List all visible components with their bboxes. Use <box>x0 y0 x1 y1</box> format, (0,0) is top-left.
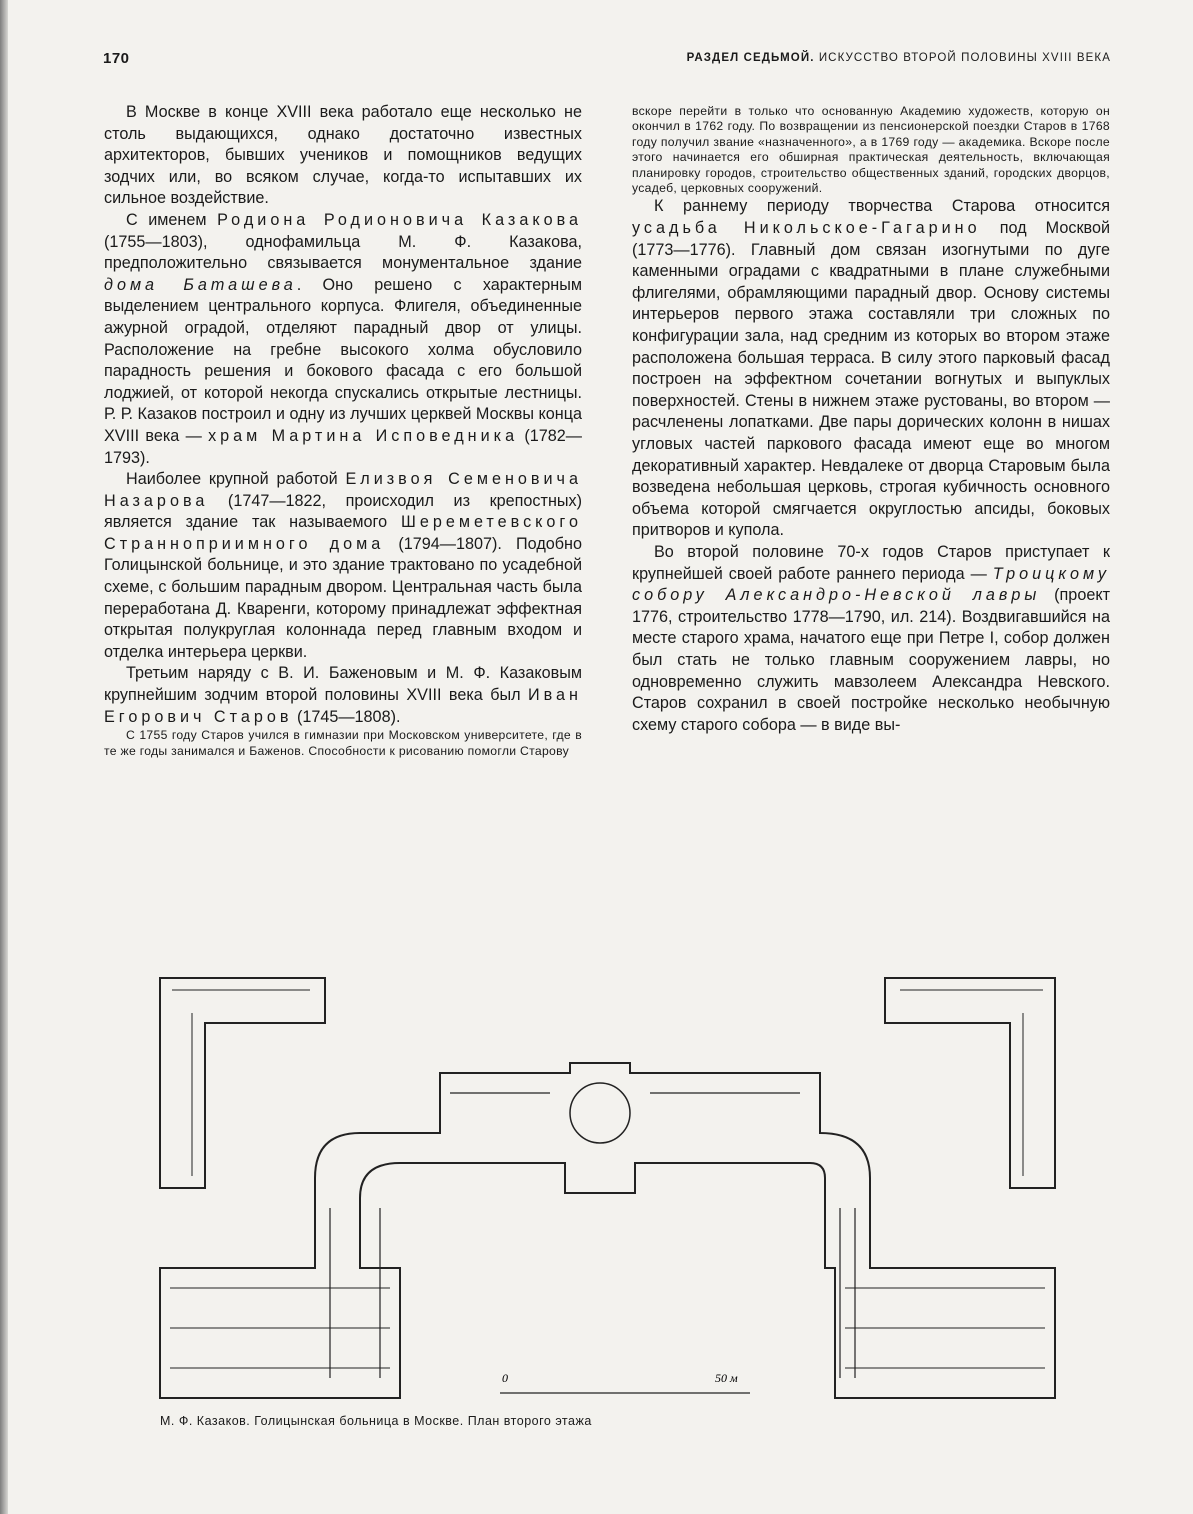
page-number: 170 <box>103 50 130 67</box>
paragraph: Во второй половине 70-х годов Старов приступает к крупнейшей своей работе раннего периода — Троицкому собору Александро-Невской лавры (проект 1776, строительство 1778—1790, ил. 214). Воздвигавшийся на месте старого храма, начатого еще при Петре I, собор должен был стать не только главным сооружением лавры, но одновременно служить мавзолеем Александра Невского. Старов сохранил в своей постройке несколько необычную схему старого собора — в виде вы- <box>632 542 1110 734</box>
section-label: РАЗДЕЛ СЕДЬМОЙ. <box>686 52 815 64</box>
building-name: дома Баташева <box>104 275 297 294</box>
floor-plan-figure <box>150 968 1070 1418</box>
figure-caption: М. Ф. Казаков. Голицынская больница в Москве. План второго этажа <box>160 1414 592 1428</box>
building-name: Шереметевского Странноприимного дома <box>104 513 582 553</box>
page-edge-shadow <box>0 0 8 1514</box>
person-name: Елизвоя Семеновича Назарова <box>104 470 582 510</box>
outbuilding-left <box>160 978 325 1188</box>
scale-end-label: 50 м <box>715 1371 738 1385</box>
building-name: Троицкому собору Александро-Невской лавры <box>632 564 1110 605</box>
person-name: Родиона Родионовича Казакова <box>217 210 583 229</box>
paragraph: К раннему периоду творчества Старова относится усадьба Никольское-Гагарино под Москвой (1773—1776). Главный дом связан изогнутыми по дуге каменными оградами с квадратными в плане служебными флигелями, обрамляющими парадный двор. Основу системы интерьеров первого этажа составляли три сложных по конфигурации зала, над средним из которых во втором этаже расположена большая терраса. В силу этого парковый фасад построен на эффектном сочетании вогнутых и выпуклых поверхностей. Стены в нижнем этаже рустованы, во втором — расчленены лопатками. Две пары дорических колонн в нишах угловых частей паркового фасада имеют еще во многом декоративный характер. Невдалеке от дворца Старовым была возведена небольшая церковь, строгая кубичность основного объема которой смягчается округлостью апсиды, боковых притворов и купола. <box>632 197 1110 540</box>
main-building <box>160 1063 1055 1398</box>
running-head <box>687 52 1111 64</box>
outbuilding-right-inner <box>900 990 1043 1176</box>
paragraph: Третьим наряду с В. И. Баженовым и М. Ф. Казаковым крупнейшим зодчим второй половины XVIII века был Иван Егорович Старов (1745—1808). <box>104 664 582 726</box>
section-title: ИСКУССТВО ВТОРОЙ ПОЛОВИНЫ XVIII ВЕКА <box>818 52 1111 64</box>
small-print-paragraph: вскоре перейти в только что основанную Академию художеств, которую он окончил в 1762 году. По возвращении из пенсионерской поездки Старов в 1768 году получил звание «назначенного», а в 1769 году — академика. Вскоре после этого начинается его обширная практическая деятельность, включающая планировку городов, строительство общественных зданий, городских дворцов, усадеб, церковных сооружений. <box>632 104 1110 196</box>
room-lines <box>170 1288 1045 1368</box>
left-column <box>104 102 582 759</box>
paragraph: В Москве в конце XVIII века работало еще несколько не столь выдающихся, однако достаточно известных архитекторов, бывших учеников и помощников ведущих зодчих или, во всяком случае, когда-то испытавших их сильное воздействие. <box>104 103 582 208</box>
scale-start-label: 0 <box>502 1371 508 1385</box>
rotunda <box>570 1083 630 1143</box>
paragraph: Наиболее крупной работой Елизвоя Семеновича Назарова (1747—1822, происходил из крепостных) является здание так называемого Шереметевского Странноприимного дома (1794—1807). Подобно Голицынской больнице, и это здание трактовано по усадебной схеме, с большим парадным двором. Центральная часть была переработана Д. Кваренги, которому принадлежат эффектная открытая полукруглая колоннада перед главным входом и отделка интерьера церкви. <box>104 470 582 661</box>
right-column <box>632 104 1110 736</box>
small-print-paragraph: С 1755 году Старов учился в гимназии при Московском университете, где в те же годы занимался и Баженов. Способности к рисованию помогли Старову <box>104 728 582 758</box>
scale-bar <box>500 1371 750 1393</box>
outbuilding-left-inner <box>172 990 310 1176</box>
building-name: храм Мартина Исповедника <box>208 426 519 445</box>
outbuilding-right <box>885 978 1055 1188</box>
person-name: Иван Егорович Старов <box>104 686 582 726</box>
building-name: усадьба Никольское-Гагарино <box>632 219 981 238</box>
floor-plan-drawing <box>150 968 1070 1418</box>
paragraph: С именем Родиона Родионовича Казакова (1755—1803), однофамильца М. Ф. Казакова, предположительно связывается монументальное здание дома Баташева. Оно решено с характерным выделением центрального корпуса. Флигеля, объединенные ажурной оградой, отделяют парадный двор от улицы. Расположение на гребне высокого холма обусловило парадность решения и бокового фасада с его большой лоджией, от которой некогда спускались открытые лестницы. Р. Р. Казаков построил и одну из лучших церквей Москвы конца XVIII века — храм Мартина Исповедника (1782—1793). <box>104 210 583 467</box>
plan-partitions <box>330 1093 855 1378</box>
